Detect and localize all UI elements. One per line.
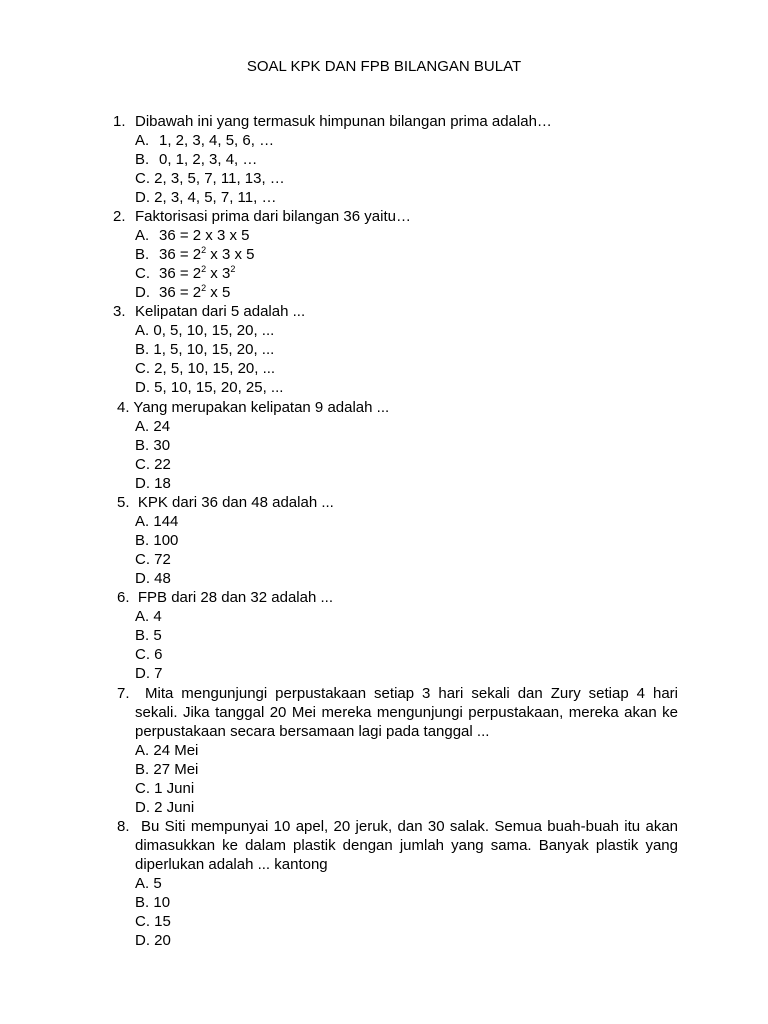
option-5d bbox=[135, 569, 171, 588]
option-7d bbox=[135, 798, 194, 817]
option-text: 2 Juni bbox=[154, 799, 195, 816]
option-label: B. bbox=[135, 246, 150, 263]
option-text: 72 bbox=[154, 551, 171, 568]
option-label: B. bbox=[135, 151, 150, 168]
option-text: 5 bbox=[153, 875, 162, 892]
option-label: C. bbox=[135, 646, 150, 663]
option-3b bbox=[135, 340, 274, 359]
option-text: 10 bbox=[153, 894, 171, 911]
option-text: 6 bbox=[154, 646, 163, 663]
question-2 bbox=[113, 207, 411, 226]
option-label: B. bbox=[135, 437, 150, 454]
option-label: B. bbox=[135, 894, 150, 911]
option-label: C. bbox=[135, 551, 150, 568]
option-1a bbox=[135, 131, 274, 150]
page-title: SOAL KPK DAN FPB BILANGAN BULAT bbox=[246, 58, 522, 75]
option-label: A. bbox=[135, 742, 150, 759]
option-text-base: 36 = 2 bbox=[159, 284, 202, 301]
option-6b bbox=[135, 626, 162, 645]
option-7c bbox=[135, 779, 194, 798]
option-label: C. bbox=[135, 265, 150, 282]
option-text: 4 bbox=[153, 608, 162, 625]
option-text: 15 bbox=[154, 913, 171, 930]
option-text: 18 bbox=[154, 475, 171, 492]
option-1c bbox=[135, 169, 285, 188]
option-8a bbox=[135, 874, 162, 893]
question-text: Kelipatan dari 5 adalah ... bbox=[135, 303, 306, 320]
option-6c bbox=[135, 645, 163, 664]
exponent: 2 bbox=[201, 283, 207, 293]
option-3a bbox=[135, 321, 274, 340]
exponent: 2 bbox=[201, 264, 207, 274]
option-label: A. bbox=[135, 227, 150, 244]
option-label: D. bbox=[135, 475, 150, 492]
option-label: A. bbox=[135, 875, 150, 892]
option-2b bbox=[135, 245, 255, 264]
option-3c bbox=[135, 359, 275, 378]
exponent: 2 bbox=[201, 245, 207, 255]
option-5c bbox=[135, 550, 171, 569]
question-4 bbox=[117, 398, 389, 417]
option-text: 27 Mei bbox=[153, 761, 199, 778]
question-text: Faktorisasi prima dari bilangan 36 yaitu… bbox=[135, 208, 411, 225]
option-text-base: 36 = 2 bbox=[159, 246, 202, 263]
option-7a bbox=[135, 741, 198, 760]
question-1 bbox=[113, 112, 552, 131]
option-label: A. bbox=[135, 132, 150, 149]
question-number: 4. bbox=[117, 399, 130, 416]
option-4b bbox=[135, 436, 170, 455]
option-text: 5 bbox=[153, 627, 162, 644]
exponent: 2 bbox=[230, 264, 236, 274]
question-7 bbox=[117, 684, 678, 741]
option-label: D. bbox=[135, 570, 150, 587]
question-text: Dibawah ini yang termasuk himpunan bilangan prima adalah… bbox=[135, 113, 552, 130]
question-number: 5. bbox=[117, 494, 130, 511]
question-number: 8. bbox=[117, 818, 130, 835]
option-label: B. bbox=[135, 532, 150, 549]
option-label: C. bbox=[135, 456, 150, 473]
option-6a bbox=[135, 607, 162, 626]
option-8d bbox=[135, 931, 171, 950]
option-text: 100 bbox=[153, 532, 179, 549]
question-number: 7. bbox=[117, 685, 130, 702]
option-text: 5, 10, 15, 20, 25, ... bbox=[154, 379, 284, 396]
option-5b bbox=[135, 531, 178, 550]
option-7b bbox=[135, 760, 198, 779]
option-label: D. bbox=[135, 189, 150, 206]
question-5 bbox=[117, 493, 334, 512]
option-text: 7 bbox=[154, 665, 163, 682]
option-label: C. bbox=[135, 780, 150, 797]
option-label: C. bbox=[135, 360, 150, 377]
option-label: A. bbox=[135, 608, 150, 625]
option-3d bbox=[135, 378, 283, 397]
option-label: D. bbox=[135, 799, 150, 816]
option-label: A. bbox=[135, 322, 150, 339]
question-text: Mita mengunjungi perpustakaan setiap 3 hari sekali dan Zury setiap 4 hari sekali. Jika tanggal 20 Mei mereka mengunjungi perpustakaan, mereka akan ke perpustakaan secara bersamaan lagi pada tanggal ... bbox=[135, 685, 678, 740]
option-text: 1, 5, 10, 15, 20, ... bbox=[153, 341, 275, 358]
option-text: 30 bbox=[153, 437, 171, 454]
option-text: 36 = 2 x 3 x 5 bbox=[159, 227, 250, 244]
option-4a bbox=[135, 417, 170, 436]
option-text: 0, 1, 2, 3, 4, … bbox=[159, 151, 258, 168]
option-8c bbox=[135, 912, 171, 931]
option-label: A. bbox=[135, 513, 150, 530]
option-label: C. bbox=[135, 170, 150, 187]
option-text-rest: x 3 x 5 bbox=[206, 246, 255, 263]
question-3 bbox=[113, 302, 305, 321]
option-text: 22 bbox=[154, 456, 171, 473]
option-label: C. bbox=[135, 913, 150, 930]
option-label: B. bbox=[135, 341, 150, 358]
option-8b bbox=[135, 893, 170, 912]
option-label: B. bbox=[135, 627, 150, 644]
option-text: 1 Juni bbox=[154, 780, 195, 797]
option-text: 1, 2, 3, 4, 5, 6, … bbox=[159, 132, 275, 149]
option-text: 2, 3, 5, 7, 11, 13, … bbox=[154, 170, 285, 187]
question-number: 2. bbox=[113, 208, 126, 225]
option-label: D. bbox=[135, 379, 150, 396]
option-text: 24 Mei bbox=[153, 742, 199, 759]
option-label: D. bbox=[135, 932, 150, 949]
option-text: 144 bbox=[153, 513, 179, 530]
question-number: 6. bbox=[117, 589, 130, 606]
option-text: 2, 5, 10, 15, 20, ... bbox=[154, 360, 276, 377]
option-text-rest: x 3 bbox=[206, 265, 231, 282]
question-text: KPK dari 36 dan 48 adalah ... bbox=[137, 494, 334, 511]
question-text: Yang merupakan kelipatan 9 adalah ... bbox=[133, 399, 390, 416]
option-text-rest: x 5 bbox=[206, 284, 231, 301]
option-text-base: 36 = 2 bbox=[159, 265, 202, 282]
question-text: FPB dari 28 dan 32 adalah ... bbox=[137, 589, 333, 606]
question-6 bbox=[117, 588, 333, 607]
option-label: B. bbox=[135, 761, 150, 778]
option-text: 48 bbox=[154, 570, 171, 587]
option-2c bbox=[135, 264, 235, 283]
option-label: D. bbox=[135, 665, 150, 682]
option-1b bbox=[135, 150, 257, 169]
option-2a bbox=[135, 226, 249, 245]
question-text: Bu Siti mempunyai 10 apel, 20 jeruk, dan 30 salak. Semua buah-buah itu akan dimasukkan ke dalam plastik dengan jumlah yang sama. Banyak plastik yang diperlukan adalah ... kantong bbox=[135, 818, 678, 873]
option-text: 0, 5, 10, 15, 20, ... bbox=[153, 322, 275, 339]
option-2d bbox=[135, 283, 230, 302]
option-text: 24 bbox=[153, 418, 171, 435]
option-label: A. bbox=[135, 418, 150, 435]
option-4d bbox=[135, 474, 171, 493]
option-1d bbox=[135, 188, 276, 207]
question-number: 3. bbox=[113, 303, 126, 320]
question-8 bbox=[117, 817, 678, 874]
option-text: 2, 3, 4, 5, 7, 11, … bbox=[154, 189, 277, 206]
option-label: D. bbox=[135, 284, 150, 301]
option-4c bbox=[135, 455, 171, 474]
option-5a bbox=[135, 512, 178, 531]
question-number: 1. bbox=[113, 113, 126, 130]
option-6d bbox=[135, 664, 163, 683]
option-text: 20 bbox=[154, 932, 171, 949]
